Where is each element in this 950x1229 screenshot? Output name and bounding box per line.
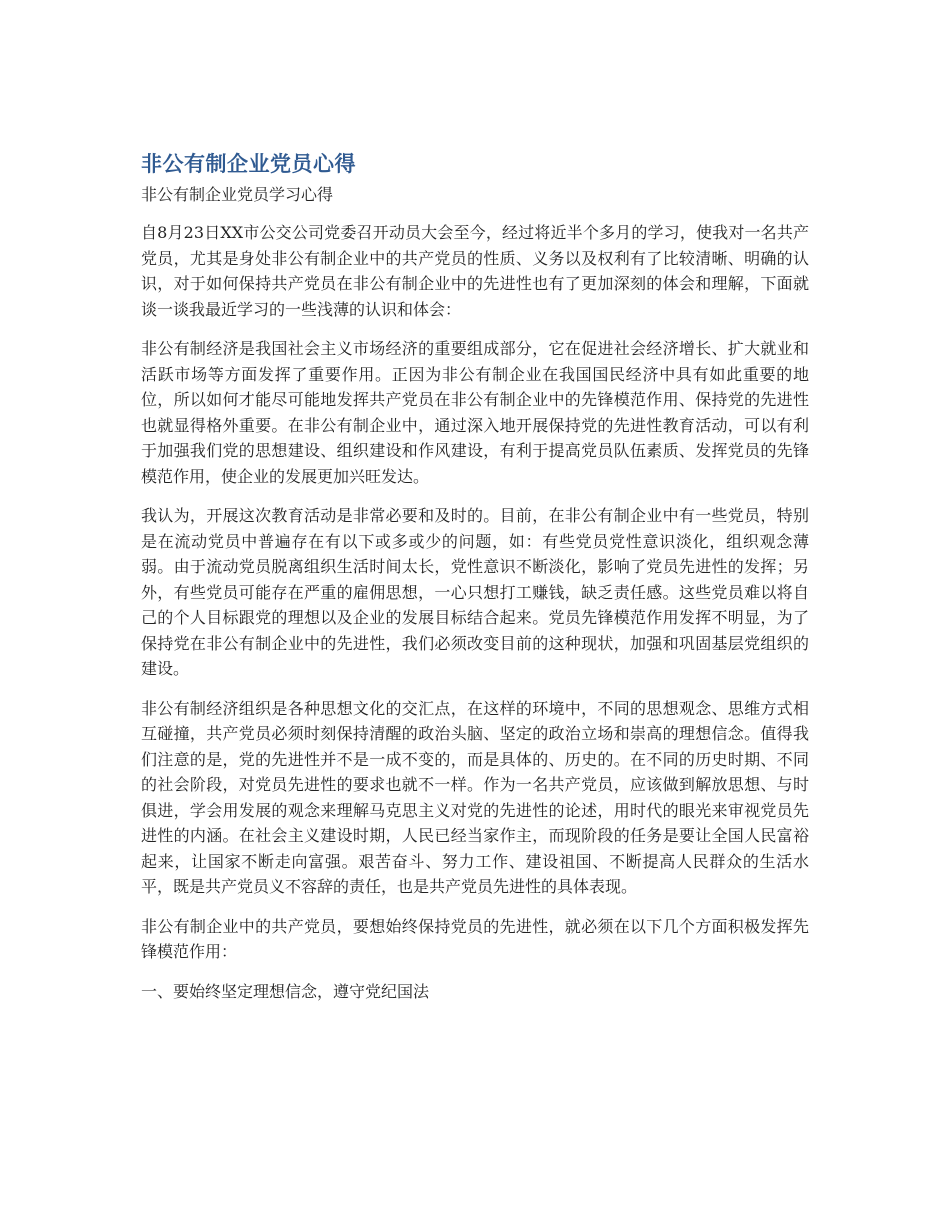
document-title: 非公有制企业党员心得: [141, 152, 356, 176]
section-heading: 一、要始终坚定理想信念，遵守党纪国法: [141, 981, 430, 1001]
document-subtitle: 非公有制企业党员学习心得: [141, 185, 334, 204]
paragraph: 自8月23日XX市公交公司党委召开动员大会至今，经过将近半个多月的学习，使我对一名共产党员，尤其是身处非公有制企业中的共产党员的性质、义务以及权利有了比较清晰、明确的认识，对于如何保持共产党员在非公有制企业中的先进性也有了更加深刻的体会和理解，下面就谈一谈我最近学习的一些浅薄的认识和体会：: [141, 223, 809, 319]
paragraph: 非公有制经济是我国社会主义市场经济的重要组成部分，它在促进社会经济增长、扩大就业和活跃市场等方面发挥了重要作用。正因为非公有制企业在我国国民经济中具有如此重要的地位，所以如何才能尽可能地发挥共产党员在非公有制企业中的先锋模范作用、保持党的先进性也就显得格外重要。在非公有制企业中，通过深入地开展保持党的先进性教育活动，可以有利于加强我们党的思想建设、组织建设和作风建设，有利于提高党员队伍素质、发挥党员的先锋模范作用，使企业的发展更加兴旺发达。: [141, 339, 809, 486]
paragraph: 非公有制企业中的共产党员，要想始终保持党员的先进性，就必须在以下几个方面积极发挥先锋模范作用：: [141, 916, 809, 961]
paragraph: 非公有制经济组织是各种思想文化的交汇点，在这样的环境中，不同的思想观念、思维方式相互碰撞，共产党员必须时刻保持清醒的政治头脑、坚定的政治立场和崇高的理想信念。值得我们注意的是，党的先进性并不是一成不变的，而是具体的、历史的。在不同的历史时期、不同的社会阶段，对党员先进性的要求也就不一样。作为一名共产党员，应该做到解放思想、与时俱进，学会用发展的观念来理解马克思主义对党的先进性的论述，用时代的眼光来审视党员先进性的内涵。在社会主义建设时期，人民已经当家作主，而现阶段的任务是要让全国人民富裕起来，让国家不断走向富强。艰苦奋斗、努力工作、建设祖国、不断提高人民群众的生活水平，既是共产党员义不容辞的责任，也是共产党员先进性的具体表现。: [141, 698, 809, 896]
paragraph: 我认为，开展这次教育活动是非常必要和及时的。目前，在非公有制企业中有一些党员，特别是在流动党员中普遍存在有以下或多或少的问题，如：有些党员党性意识淡化，组织观念薄弱。由于流动党员脱离组织生活时间太长，党性意识不断淡化，影响了党员先进性的发挥；另外，有些党员可能存在严重的雇佣思想，一心只想打工赚钱，缺乏责任感。这些党员难以将自己的个人目标跟党的理想以及企业的发展目标结合起来。党员先锋模范作用发挥不明显，为了保持党在非公有制企业中的先进性，我们必须改变目前的这种现状，加强和巩固基层党组织的建设。: [141, 506, 809, 678]
document-body: [141, 148, 809, 1004]
